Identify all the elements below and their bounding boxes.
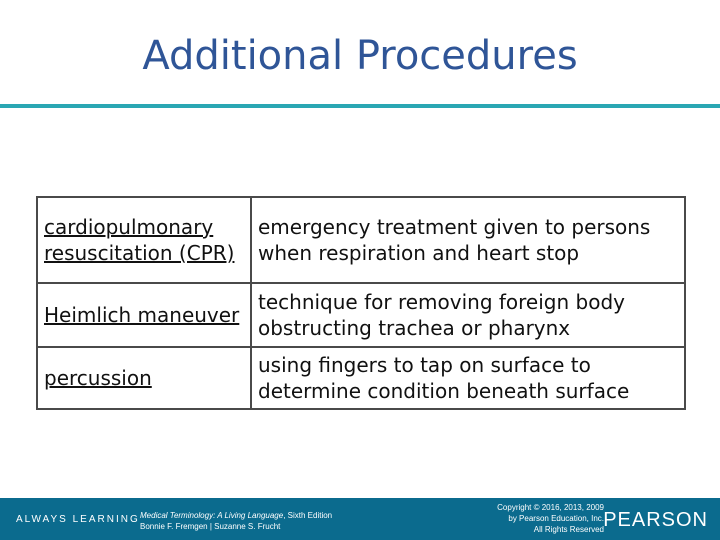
book-title-line <box>140 510 332 521</box>
terms-table <box>36 196 686 410</box>
footer-bar <box>0 498 720 540</box>
table-row <box>37 197 685 283</box>
book-title: Medical Terminology: A Living Language <box>140 511 284 520</box>
slide-title: Additional Procedures <box>142 33 578 79</box>
book-authors: Bonnie F. Fremgen | Suzanne S. Frucht <box>140 522 281 531</box>
term-cell[interactable]: Heimlich maneuver <box>37 283 251 347</box>
title-divider <box>0 104 720 108</box>
copyright-line: Copyright © 2016, 2013, 2009 <box>497 503 604 512</box>
table-row <box>37 283 685 347</box>
table-row <box>37 347 685 409</box>
definition-cell: emergency treatment given to persons when respiration and heart stop <box>251 197 685 283</box>
copyright-line: All Rights Reserved <box>533 525 604 534</box>
definition-cell: using fingers to tap on surface to determine condition beneath surface <box>251 347 685 409</box>
definition-cell: technique for removing foreign body obstructing trachea or pharynx <box>251 283 685 347</box>
copyright-line: by Pearson Education, Inc. <box>508 514 604 523</box>
term-cell[interactable]: percussion <box>37 347 251 409</box>
book-citation <box>140 510 332 532</box>
tagline: ALWAYS LEARNING <box>16 514 140 525</box>
book-edition: , Sixth Edition <box>283 511 333 520</box>
copyright-notice <box>444 502 604 535</box>
term-cell[interactable]: cardiopulmonary resuscitation (CPR) <box>37 197 251 283</box>
pearson-logo: PEARSON <box>603 509 708 531</box>
